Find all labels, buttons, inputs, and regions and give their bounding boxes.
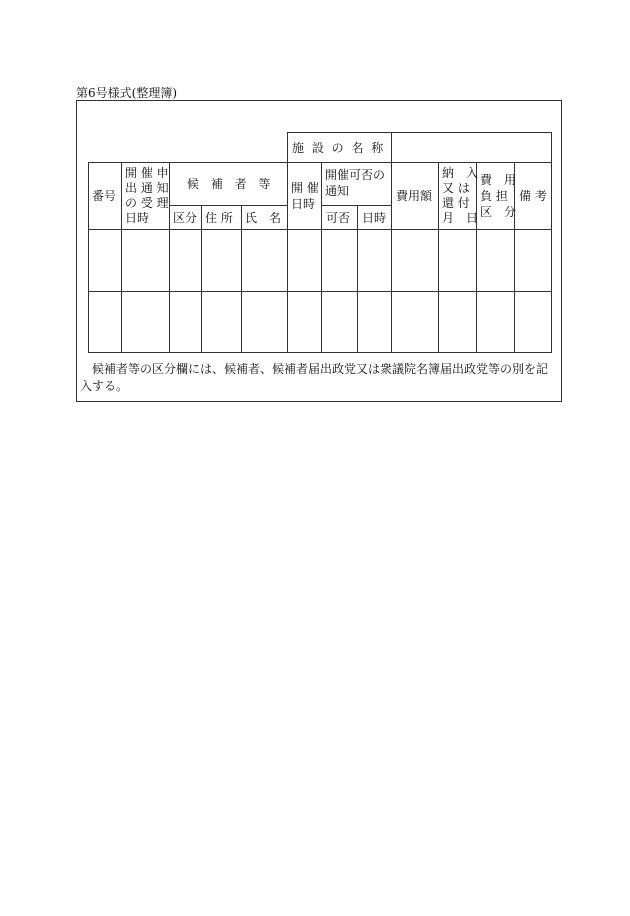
col-line-6 bbox=[321, 162, 322, 353]
form-title: 第6号様式(整理簿) bbox=[76, 86, 177, 100]
col-line-7 bbox=[357, 205, 358, 353]
footnote: 候補者等の区分欄には、候補者、候補者届出政党又は衆議院名簿届出政党等の別を記入する。 bbox=[80, 362, 549, 393]
col-receipt-header-line-4: 日時 bbox=[125, 211, 150, 225]
col-category-header: 区分 bbox=[173, 211, 198, 225]
col-payment-header-line-1: 納 入 bbox=[442, 166, 479, 180]
header-bottom-line bbox=[88, 229, 552, 230]
facility-name-label: 施 設 の 名 称 bbox=[292, 141, 386, 155]
col-line-4 bbox=[241, 205, 242, 353]
col-payment-header-line-4: 月 日 bbox=[442, 211, 479, 225]
candidate-sub-line bbox=[169, 205, 287, 206]
header-top-line bbox=[88, 162, 552, 163]
col-line-8 bbox=[391, 132, 392, 353]
col-datetime-header: 日時 bbox=[362, 211, 387, 225]
col-address-header: 住 所 bbox=[205, 211, 233, 225]
col-line-2 bbox=[169, 162, 170, 353]
facility-row-top-line bbox=[287, 132, 552, 133]
col-number-header: 番号 bbox=[92, 189, 117, 203]
approval-sub-line bbox=[321, 205, 391, 206]
col-name-header: 氏 名 bbox=[245, 211, 282, 225]
col-candidate-header: 候 補 者 等 bbox=[187, 177, 275, 191]
col-line-3 bbox=[201, 205, 202, 353]
col-line-0 bbox=[88, 162, 89, 353]
col-burden-header-line-3: 区 分 bbox=[480, 205, 517, 219]
col-approval-sub-header: 可否 bbox=[326, 211, 351, 225]
col-held-header-line-1: 開 催 bbox=[291, 181, 319, 195]
col-approval-header-line-1: 開催可否の bbox=[325, 168, 386, 182]
col-cost-header: 費用額 bbox=[396, 189, 433, 203]
col-remarks-header: 備 考 bbox=[519, 189, 547, 203]
col-line-11 bbox=[514, 162, 515, 353]
col-line-1 bbox=[121, 162, 122, 353]
col-payment-header-line-2: 又 は bbox=[442, 181, 470, 195]
col-line-5 bbox=[287, 132, 288, 353]
col-line-9 bbox=[438, 162, 439, 353]
col-line-10 bbox=[476, 162, 477, 353]
col-receipt-header-line-1: 開 催 申 bbox=[125, 166, 169, 180]
col-line-12 bbox=[551, 132, 552, 353]
col-burden-header-line-1: 費 用 bbox=[480, 173, 517, 187]
col-receipt-header-line-3: の 受 理 bbox=[125, 196, 169, 210]
col-held-header-line-2: 日時 bbox=[291, 197, 316, 211]
col-receipt-header-line-2: 出 通 知 bbox=[125, 181, 169, 195]
col-payment-header-line-3: 還 付 bbox=[442, 196, 470, 210]
col-approval-header-line-2: 通知 bbox=[325, 184, 350, 198]
table-bottom-line bbox=[88, 352, 552, 353]
col-burden-header-line-2: 負 担 bbox=[480, 189, 508, 203]
row-divider-line bbox=[88, 291, 552, 292]
